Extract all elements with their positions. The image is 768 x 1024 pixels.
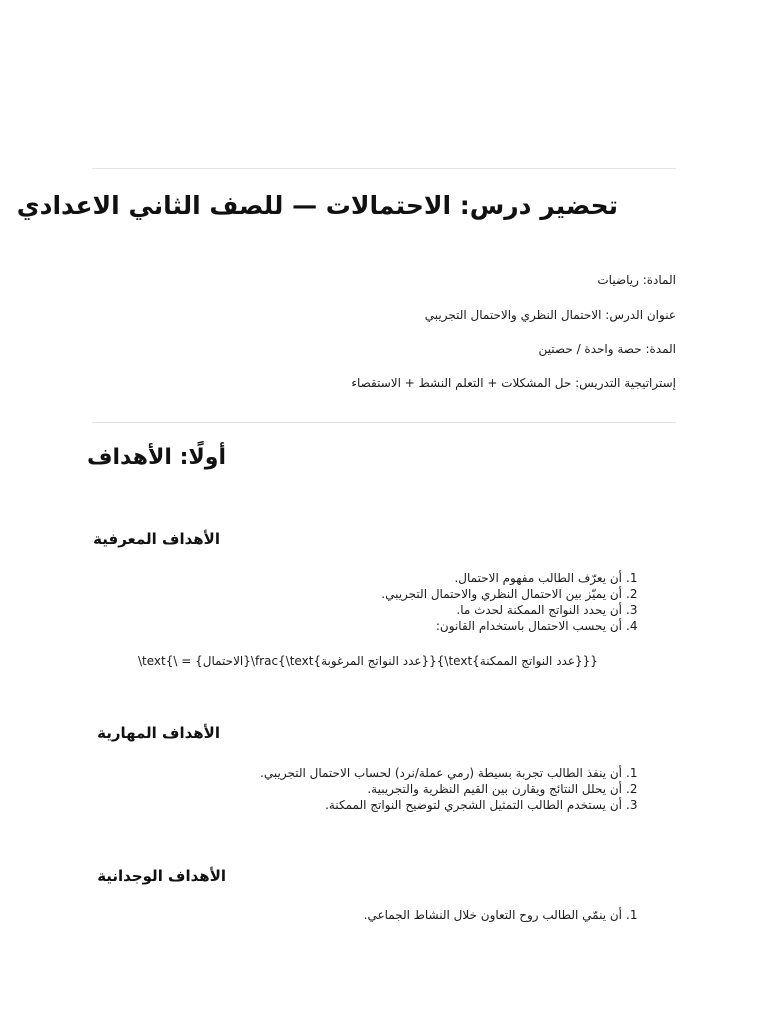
list-item-number: 2.	[626, 587, 638, 601]
list-item	[381, 586, 676, 602]
list-item-text: أن يميّز بين الاحتمال النظري والاحتمال التجريبي.	[381, 587, 622, 601]
list-item-text: أن يحسب الاحتمال باستخدام القانون:	[435, 619, 622, 633]
list-item-number: 2.	[626, 782, 638, 796]
meta-duration: المدة: حصة واحدة / حصتين	[538, 342, 676, 356]
list-item-text: أن ينمّي الطالب روح التعاون خلال النشاط الجماعي.	[363, 908, 622, 922]
cognitive-objectives-list	[381, 570, 676, 634]
list-item-text: أن يحدد النواتج الممكنة لحدث ما.	[456, 603, 622, 617]
meta-strategy: إستراتيجية التدريس: حل المشكلات + التعلم النشط + الاستقصاء	[351, 376, 676, 390]
list-item-number: 3.	[626, 603, 638, 617]
list-item-text: أن يحلل النتائج ويقارن بين القيم النظرية والتجريبية.	[367, 782, 622, 796]
skill-objectives-heading: الأهداف المهارية	[97, 724, 220, 742]
list-item	[364, 907, 676, 923]
list-item-text: أن ينفذ الطالب تجربة بسيطة (رمي عملة/نرد) لحساب الاحتمال التجريبي.	[260, 766, 622, 780]
list-item-text: أن يستخدم الطالب التمثيل الشجري لتوضيح النواتج الممكنة.	[325, 798, 622, 812]
meta-lesson-title: عنوان الدرس: الاحتمال النظري والاحتمال التجريبي	[424, 308, 676, 322]
list-item	[260, 797, 676, 813]
lesson-document	[16, 0, 676, 1024]
section-divider	[92, 422, 676, 423]
meta-subject: المادة: رياضيات	[597, 273, 676, 287]
top-divider	[92, 168, 676, 169]
list-item-number: 4.	[626, 619, 638, 633]
list-item	[260, 781, 676, 797]
objectives-heading: أولًا: الأهداف	[86, 445, 226, 470]
list-item-number: 1.	[626, 571, 638, 585]
affective-objectives-list	[364, 907, 676, 923]
list-item-text: أن يعرّف الطالب مفهوم الاحتمال.	[454, 571, 622, 585]
list-item-number: 1.	[626, 908, 638, 922]
page-title: تحضير درس: الاحتمالات — للصف الثاني الاعدادي	[16, 191, 618, 220]
probability-formula: \text{\ = {الاحتمال}\frac{\text{عدد النواتج المرغوبة}}{\text{عدد النواتج الممكنة}}}	[138, 654, 598, 668]
list-item-number: 3.	[626, 798, 638, 812]
cognitive-objectives-heading: الأهداف المعرفية	[93, 530, 220, 548]
list-item	[260, 765, 676, 781]
list-item	[381, 618, 676, 634]
skill-objectives-list	[260, 765, 676, 813]
affective-objectives-heading: الأهداف الوجدانية	[97, 867, 226, 885]
list-item-number: 1.	[626, 766, 638, 780]
list-item	[381, 602, 676, 618]
list-item	[381, 570, 676, 586]
